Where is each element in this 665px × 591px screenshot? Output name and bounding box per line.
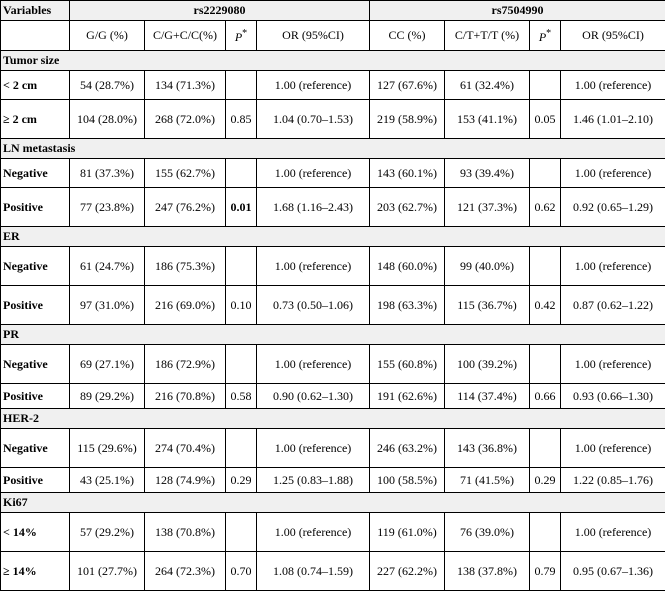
section-row — [1, 493, 665, 513]
ct-tt-value: 138 (37.8%) — [445, 552, 530, 591]
or1-value: 1.00 (reference) — [257, 159, 370, 188]
p1-value — [226, 247, 257, 286]
row-label: < 14% — [1, 513, 70, 552]
or2-value: 0.92 (0.65–1.29) — [561, 188, 665, 227]
p2-value: 0.66 — [530, 384, 561, 409]
or2-value: 1.00 (reference) — [561, 247, 665, 286]
p2-value — [530, 247, 561, 286]
table-body — [1, 51, 665, 591]
cc-value: 148 (60.0%) — [370, 247, 445, 286]
section-row — [1, 325, 665, 345]
section-title: Tumor size — [1, 51, 665, 71]
variables-header: Variables — [1, 1, 70, 21]
or1-value: 1.00 (reference) — [257, 345, 370, 384]
p1-value: 0.01 — [226, 188, 257, 227]
p2-value: 0.62 — [530, 188, 561, 227]
p1-value: 0.29 — [226, 468, 257, 493]
or1-value: 1.08 (0.74–1.59) — [257, 552, 370, 591]
section-title: LN metastasis — [1, 139, 665, 159]
or2-value: 1.00 (reference) — [561, 513, 665, 552]
col-p2 — [530, 21, 561, 51]
gg-value: 54 (28.7%) — [70, 71, 145, 100]
cc-value: 127 (67.6%) — [370, 71, 445, 100]
row-label: Positive — [1, 188, 70, 227]
ct-tt-value: 93 (39.4%) — [445, 159, 530, 188]
row-label: ≥ 2 cm — [1, 100, 70, 139]
cg-cc-value: 216 (69.0%) — [145, 286, 226, 325]
p1-value: 0.10 — [226, 286, 257, 325]
gg-value: 69 (27.1%) — [70, 345, 145, 384]
ct-tt-value: 76 (39.0%) — [445, 513, 530, 552]
or1-value: 1.04 (0.70–1.53) — [257, 100, 370, 139]
section-title: Ki67 — [1, 493, 665, 513]
p1-value — [226, 159, 257, 188]
subheader-row — [1, 21, 665, 51]
blank-header-cell — [1, 21, 70, 51]
p2-value — [530, 345, 561, 384]
or2-value: 0.95 (0.67–1.36) — [561, 552, 665, 591]
table-row — [1, 286, 665, 325]
or1-value: 0.90 (0.62–1.30) — [257, 384, 370, 409]
ct-tt-value: 61 (32.4%) — [445, 71, 530, 100]
p2-value — [530, 71, 561, 100]
row-label: Positive — [1, 468, 70, 493]
gg-value: 61 (24.7%) — [70, 247, 145, 286]
section-row — [1, 227, 665, 247]
cg-cc-value: 186 (72.9%) — [145, 345, 226, 384]
p2-value: 0.79 — [530, 552, 561, 591]
or1-value: 0.73 (0.50–1.06) — [257, 286, 370, 325]
cc-value: 203 (62.7%) — [370, 188, 445, 227]
section-row — [1, 139, 665, 159]
gg-value: 77 (23.8%) — [70, 188, 145, 227]
or1-value: 1.68 (1.16–2.43) — [257, 188, 370, 227]
p2-value — [530, 429, 561, 468]
cg-cc-value: 247 (76.2%) — [145, 188, 226, 227]
cg-cc-value: 274 (70.4%) — [145, 429, 226, 468]
col-p2-label: P — [539, 30, 546, 44]
ct-tt-value: 114 (37.4%) — [445, 384, 530, 409]
cg-cc-value: 134 (71.3%) — [145, 71, 226, 100]
snp1-header: rs2229080 — [70, 1, 370, 21]
ct-tt-value: 99 (40.0%) — [445, 247, 530, 286]
row-label: Negative — [1, 345, 70, 384]
or1-value: 1.00 (reference) — [257, 71, 370, 100]
table-row — [1, 71, 665, 100]
cc-value: 227 (62.2%) — [370, 552, 445, 591]
ct-tt-value: 71 (41.5%) — [445, 468, 530, 493]
snp2-header: rs7504990 — [370, 1, 665, 21]
or1-value: 1.00 (reference) — [257, 247, 370, 286]
cg-cc-value: 268 (72.0%) — [145, 100, 226, 139]
cg-cc-value: 186 (75.3%) — [145, 247, 226, 286]
or2-value: 1.00 (reference) — [561, 159, 665, 188]
ct-tt-value: 143 (36.8%) — [445, 429, 530, 468]
ct-tt-value: 115 (36.7%) — [445, 286, 530, 325]
col-or1: OR (95%CI) — [257, 21, 370, 51]
gg-value: 89 (29.2%) — [70, 384, 145, 409]
row-label: Positive — [1, 286, 70, 325]
ct-tt-value: 100 (39.2%) — [445, 345, 530, 384]
gg-value: 57 (29.2%) — [70, 513, 145, 552]
section-row — [1, 409, 665, 429]
gg-value: 81 (37.3%) — [70, 159, 145, 188]
col-p1-label: P — [235, 30, 242, 44]
gg-value: 101 (27.7%) — [70, 552, 145, 591]
or2-value: 0.93 (0.66–1.30) — [561, 384, 665, 409]
row-label: Negative — [1, 247, 70, 286]
p1-value — [226, 345, 257, 384]
p2-value: 0.29 — [530, 468, 561, 493]
cc-value: 246 (63.2%) — [370, 429, 445, 468]
p1-value: 0.85 — [226, 100, 257, 139]
row-label: < 2 cm — [1, 71, 70, 100]
p2-value: 0.42 — [530, 286, 561, 325]
table-row — [1, 468, 665, 493]
col-p1 — [226, 21, 257, 51]
cc-value: 191 (62.6%) — [370, 384, 445, 409]
gg-value: 115 (29.6%) — [70, 429, 145, 468]
col-cg-cc: C/G+C/C(%) — [145, 21, 226, 51]
table-row — [1, 247, 665, 286]
section-title: ER — [1, 227, 665, 247]
table-row — [1, 345, 665, 384]
p1-value — [226, 513, 257, 552]
p1-value: 0.70 — [226, 552, 257, 591]
or2-value: 1.22 (0.85–1.76) — [561, 468, 665, 493]
section-title: HER-2 — [1, 409, 665, 429]
table-row — [1, 159, 665, 188]
row-label: ≥ 14% — [1, 552, 70, 591]
p1-value — [226, 429, 257, 468]
p1-value: 0.58 — [226, 384, 257, 409]
col-p2-sup: * — [546, 28, 551, 39]
or2-value: 1.00 (reference) — [561, 429, 665, 468]
gg-value: 43 (25.1%) — [70, 468, 145, 493]
section-title: PR — [1, 325, 665, 345]
row-label: Positive — [1, 384, 70, 409]
table-row — [1, 429, 665, 468]
table-row — [1, 384, 665, 409]
or1-value: 1.00 (reference) — [257, 513, 370, 552]
cc-value: 155 (60.8%) — [370, 345, 445, 384]
gg-value: 97 (31.0%) — [70, 286, 145, 325]
ct-tt-value: 153 (41.1%) — [445, 100, 530, 139]
col-ct-tt: C/T+T/T (%) — [445, 21, 530, 51]
ct-tt-value: 121 (37.3%) — [445, 188, 530, 227]
cc-value: 100 (58.5%) — [370, 468, 445, 493]
row-label: Negative — [1, 429, 70, 468]
p2-value — [530, 513, 561, 552]
cc-value: 219 (58.9%) — [370, 100, 445, 139]
section-row — [1, 51, 665, 71]
table-row — [1, 552, 665, 591]
table-row — [1, 513, 665, 552]
or1-value: 1.25 (0.83–1.88) — [257, 468, 370, 493]
or2-value: 1.00 (reference) — [561, 71, 665, 100]
cg-cc-value: 128 (74.9%) — [145, 468, 226, 493]
col-cc: CC (%) — [370, 21, 445, 51]
p2-value: 0.05 — [530, 100, 561, 139]
header-row — [1, 1, 665, 21]
col-p1-sup: * — [242, 28, 247, 39]
gg-value: 104 (28.0%) — [70, 100, 145, 139]
col-or2: OR (95%CI) — [561, 21, 665, 51]
table-row — [1, 100, 665, 139]
or1-value: 1.00 (reference) — [257, 429, 370, 468]
cg-cc-value: 155 (62.7%) — [145, 159, 226, 188]
p2-value — [530, 159, 561, 188]
col-gg: G/G (%) — [70, 21, 145, 51]
cg-cc-value: 264 (72.3%) — [145, 552, 226, 591]
or2-value: 0.87 (0.62–1.22) — [561, 286, 665, 325]
cc-value: 198 (63.3%) — [370, 286, 445, 325]
cg-cc-value: 138 (70.8%) — [145, 513, 226, 552]
cc-value: 119 (61.0%) — [370, 513, 445, 552]
or2-value: 1.46 (1.01–2.10) — [561, 100, 665, 139]
or2-value: 1.00 (reference) — [561, 345, 665, 384]
table-row — [1, 188, 665, 227]
cg-cc-value: 216 (70.8%) — [145, 384, 226, 409]
cc-value: 143 (60.1%) — [370, 159, 445, 188]
p1-value — [226, 71, 257, 100]
row-label: Negative — [1, 159, 70, 188]
